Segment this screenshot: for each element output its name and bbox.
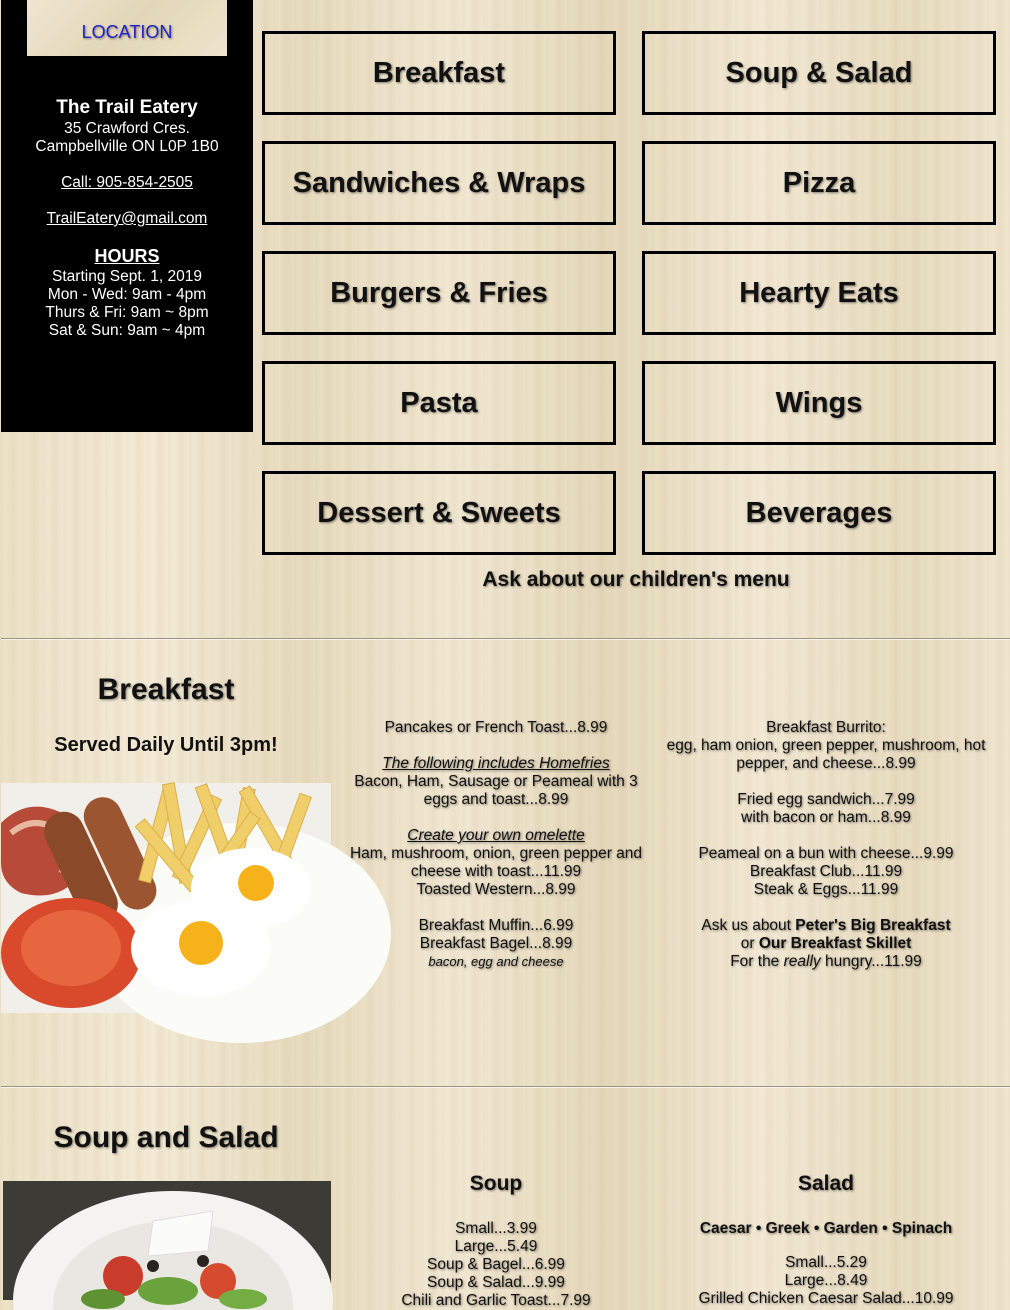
contact-panel bbox=[1, 0, 253, 432]
category-button-hearty-eats[interactable]: Hearty Eats bbox=[642, 251, 996, 335]
salad-menu-column bbox=[656, 1220, 996, 1308]
hours-line: Mon - Wed: 9am - 4pm bbox=[47, 286, 207, 303]
salad-bowl-image bbox=[3, 1181, 331, 1300]
menu-item: Fried egg sandwich...7.99 bbox=[737, 791, 915, 808]
section-divider bbox=[1, 638, 1010, 640]
category-button-wings[interactable]: Wings bbox=[642, 361, 996, 445]
menu-item: Steak & Eggs...11.99 bbox=[753, 881, 899, 898]
restaurant-name: The Trail Eatery bbox=[56, 97, 198, 118]
menu-item: Breakfast Muffin...6.99 bbox=[418, 917, 574, 934]
menu-item: Bacon, Ham, Sausage or Peameal with 3 eggs and toast...8.99 bbox=[354, 773, 638, 808]
skillet-line: or Our Breakfast Skillet bbox=[740, 935, 912, 952]
menu-item: Peameal on a bun with cheese...9.99 bbox=[698, 845, 954, 862]
hours-title: HOURS bbox=[94, 246, 160, 266]
salad-heading: Salad bbox=[797, 1172, 855, 1195]
hungry-line: For the really hungry...11.99 bbox=[730, 953, 922, 970]
kids-menu-note: Ask about our children's menu bbox=[482, 568, 790, 591]
address-line-1: 35 Crawford Cres. bbox=[64, 120, 190, 137]
menu-item: with bacon or ham...8.99 bbox=[741, 809, 911, 826]
category-button-pasta[interactable]: Pasta bbox=[262, 361, 616, 445]
menu-item: Grilled Chicken Caesar Salad...10.99 bbox=[698, 1290, 954, 1307]
category-button-sandwiches-wraps[interactable]: Sandwiches & Wraps bbox=[262, 141, 616, 225]
section-divider bbox=[1, 1086, 1010, 1088]
hours-line: Sat & Sun: 9am ~ 4pm bbox=[48, 322, 206, 339]
menu-item: Small...5.29 bbox=[785, 1254, 867, 1271]
menu-item: Large...5.49 bbox=[454, 1238, 538, 1255]
menu-item: egg, ham onion, green pepper, mushroom, hot pepper, and cheese...8.99 bbox=[666, 737, 986, 772]
soup-heading: Soup bbox=[469, 1172, 523, 1195]
homefries-heading: The following includes Homefries bbox=[382, 755, 610, 772]
category-button-pizza[interactable]: Pizza bbox=[642, 141, 996, 225]
email-link[interactable]: TrailEatery@gmail.com bbox=[46, 210, 208, 227]
salad-photo bbox=[3, 1181, 331, 1300]
menu-item-note: bacon, egg and cheese bbox=[428, 954, 564, 969]
burrito-heading: Breakfast Burrito: bbox=[766, 719, 886, 736]
menu-item: Large...8.49 bbox=[784, 1272, 868, 1289]
breakfast-section-title: Breakfast bbox=[97, 673, 235, 706]
phone-link[interactable]: Call: 905-854-2505 bbox=[61, 174, 193, 191]
menu-item: Pancakes or French Toast...8.99 bbox=[384, 719, 608, 736]
address-line-2: Campbellville ON L0P 1B0 bbox=[35, 138, 219, 155]
breakfast-menu-column-1 bbox=[341, 719, 651, 971]
menu-item: Toasted Western...8.99 bbox=[416, 881, 576, 898]
menu-item: Breakfast Bagel...8.99 bbox=[419, 935, 573, 952]
location-label[interactable]: LOCATION bbox=[81, 21, 173, 42]
menu-item: Chili and Garlic Toast...7.99 bbox=[401, 1292, 591, 1309]
salad-types: Caesar • Greek • Garden • Spinach bbox=[699, 1220, 953, 1237]
category-button-breakfast[interactable]: Breakfast bbox=[262, 31, 616, 115]
menu-item: Small...3.99 bbox=[455, 1220, 537, 1237]
category-button-soup-salad[interactable]: Soup & Salad bbox=[642, 31, 996, 115]
breakfast-menu-column-2 bbox=[656, 719, 996, 971]
hours-line: Starting Sept. 1, 2019 bbox=[52, 268, 202, 285]
menu-item: Ham, mushroom, onion, green pepper and cheese with toast...11.99 bbox=[349, 845, 643, 880]
breakfast-photo bbox=[1, 783, 331, 1013]
soup-salad-section-title: Soup and Salad bbox=[53, 1121, 279, 1154]
omelette-heading: Create your own omelette bbox=[407, 827, 585, 844]
menu-item: Breakfast Club...11.99 bbox=[749, 863, 903, 880]
hours-line: Thurs & Fri: 9am ~ 8pm bbox=[45, 304, 209, 321]
breakfast-subtitle: Served Daily Until 3pm! bbox=[54, 734, 278, 756]
menu-item: Soup & Salad...9.99 bbox=[427, 1274, 565, 1291]
soup-menu-column bbox=[341, 1220, 651, 1310]
category-button-beverages[interactable]: Beverages bbox=[642, 471, 996, 555]
menu-item: Soup & Bagel...6.99 bbox=[427, 1256, 565, 1273]
breakfast-plate-image bbox=[1, 783, 331, 1013]
big-breakfast-line: Ask us about Peter's Big Breakfast bbox=[701, 917, 951, 934]
location-link[interactable] bbox=[27, 0, 227, 56]
category-button-burgers-fries[interactable]: Burgers & Fries bbox=[262, 251, 616, 335]
category-button-dessert-sweets[interactable]: Dessert & Sweets bbox=[262, 471, 616, 555]
